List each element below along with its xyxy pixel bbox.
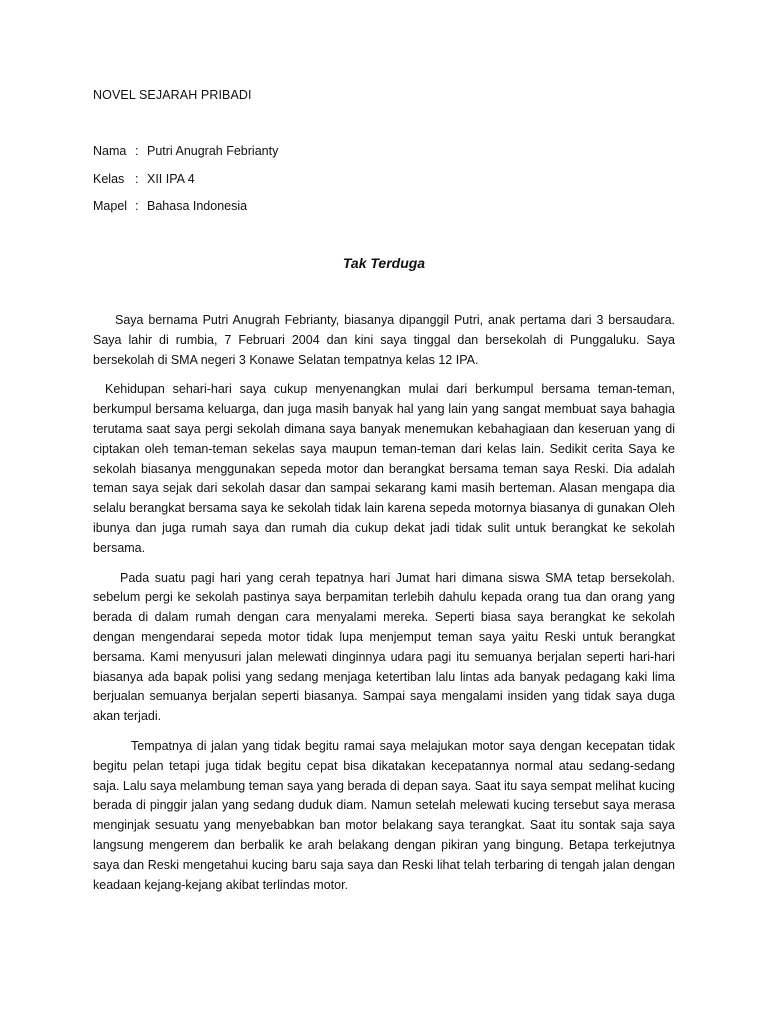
meta-class-row [93, 172, 195, 186]
story-body [93, 311, 675, 905]
meta-name-value: Putri Anugrah Febrianty [147, 144, 279, 158]
meta-subject-separator: : [135, 199, 139, 213]
meta-subject-label: Mapel [93, 199, 128, 213]
document-page [93, 0, 675, 1024]
paragraph-2: Kehidupan sehari-hari saya cukup menyenangkan mulai dari berkumpul bersama teman-teman, berkumpul bersama keluarga, dan juga masih banyak hal yang lain yang sangat membuat saya bahagia terutama saat saya pergi sekolah dimana saya banyak menemukan kebahagiaan dan keseruan yang di ciptakan oleh teman-teman sekelas saya maupun teman-teman dari kelas lain. Sedikit cerita Saya ke sekolah biasanya menggunakan sepeda motor dan berangkat bersama teman saya Reski. Dia adalah teman saya sejak dari sekolah dasar dan sampai sekarang kami masih berteman. Alasan mengapa dia selalu berangkat bersama saya ke sekolah tidak lain karena sepeda motornya biasanya di gunakan Oleh ibunya dan juga rumah saya dan rumah dia cukup dekat jadi tidak sulit untuk berangkat ke sekolah bersama. [93, 382, 675, 555]
story-title: Tak Terduga [342, 255, 426, 271]
meta-name-row [93, 144, 278, 158]
meta-subject-value: Bahasa Indonesia [147, 199, 248, 213]
meta-name-separator: : [135, 144, 139, 158]
document-header-title: NOVEL SEJARAH PRIBADI [93, 88, 252, 102]
meta-class-value: XII IPA 4 [147, 172, 195, 186]
meta-subject-row [93, 199, 247, 213]
meta-class-separator: : [135, 172, 139, 186]
meta-class-label: Kelas [93, 172, 125, 186]
paragraph-3: Pada suatu pagi hari yang cerah tepatnya hari Jumat hari dimana siswa SMA tetap bersekolah. sebelum pergi ke sekolah pastinya saya berpamitan terlebih dahulu kepada orang tua dan orang yang berada di dalam rumah dengan cara menyalami mereka. Seperti biasa saya berangkat ke sekolah dengan mengendarai sepeda motor tidak lupa menjemput teman saya yaitu Reski untuk berangkat bersama. Kami menyusuri jalan melewati dinginnya udara pagi itu semuanya berjalan seperti hari-hari biasanya ada bapak polisi yang sedang menjaga ketertiban lalu lintas ada banyak pedagang kaki lima berjualan semuanya berjalan seperti biasanya. Sampai saya mengalami insiden yang tidak saya duga akan terjadi. [93, 570, 675, 724]
paragraph-1: Saya bernama Putri Anugrah Febrianty, biasanya dipanggil Putri, anak pertama dari 3 bersaudara. Saya lahir di rumbia, 7 Februari 2004 dan kini saya tinggal dan bersekolah di Punggaluku. Saya bersekolah di SMA negeri 3 Konawe Selatan tempatnya kelas 12 IPA. [93, 313, 675, 367]
meta-name-label: Nama [93, 144, 127, 158]
paragraph-4: Tempatnya di jalan yang tidak begitu ramai saya melajukan motor saya dengan kecepatan tidak begitu pelan tetapi juga tidak begitu cepat bisa dikatakan kecepatannya normal atau sedang-sedang saja. Lalu saya melambung teman saya yang berada di depan saya. Saat itu saya sempat melihat kucing berada di pinggir jalan yang sedang duduk diam. Namun setelah melewati kucing tersebut saya merasa menginjak sesuatu yang menyebabkan ban motor belakang saya terangkat. Saat itu sontak saja saya langsung mengerem dan berbalik ke arah belakang dengan pikiran yang bingung. Betapa terkejutnya saya dan Reski mengetahui kucing baru saja saya dan Reski lihat telah terbaring di tengah jalan dengan keadaan kejang-kejang akibat terlindas motor. [93, 738, 675, 892]
